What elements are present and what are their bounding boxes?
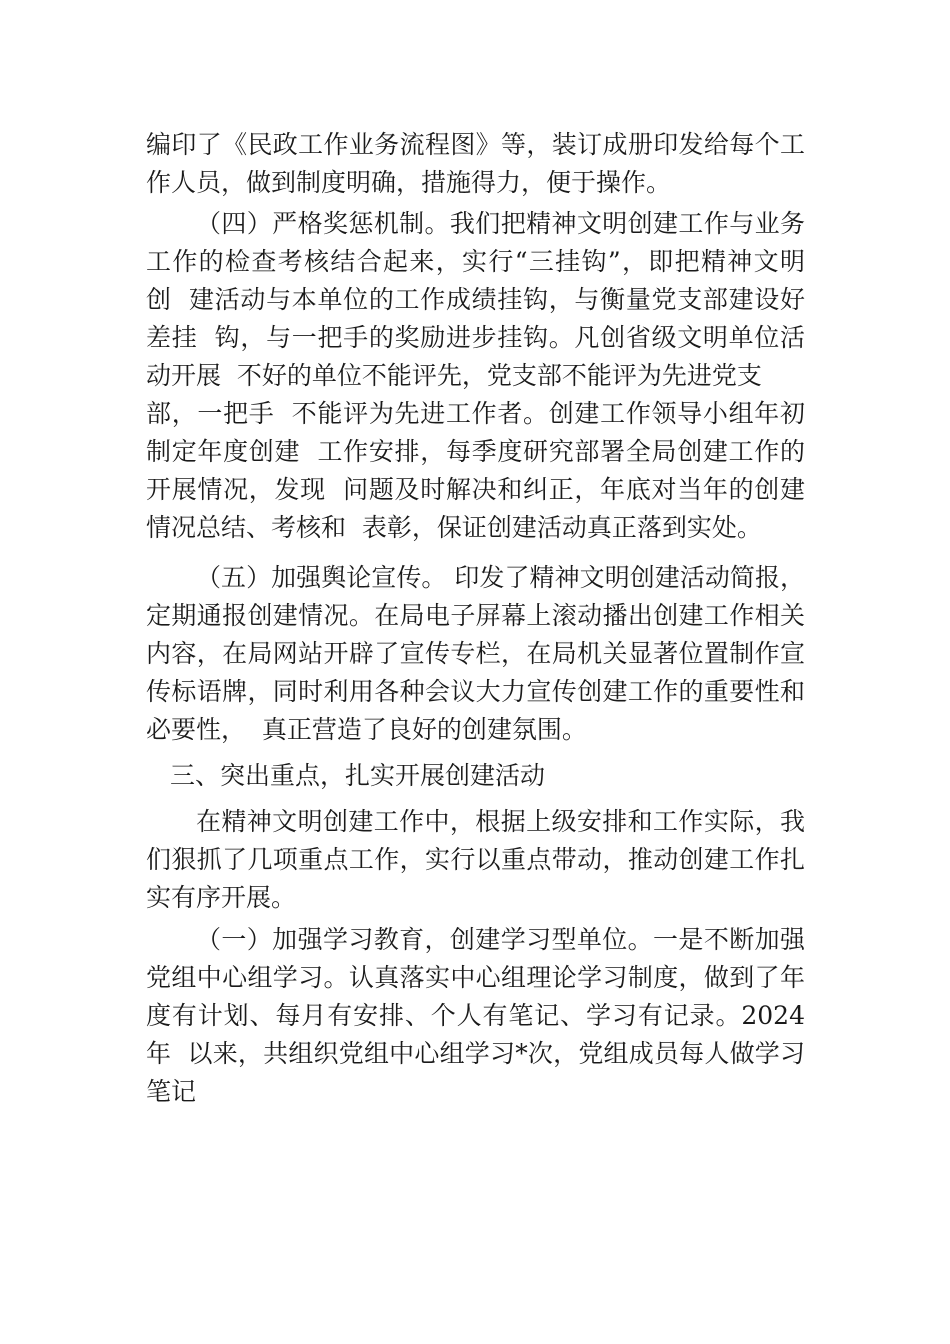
section-heading-3: 三、突出重点，扎实开展创建活动: [170, 761, 546, 790]
text-line: 创 建活动与本单位的工作成绩挂钩，与衡量党支部建设好: [146, 285, 805, 314]
text-line: 传标语牌，同时利用各种会议大力宣传创建工作的重要性和: [146, 677, 805, 706]
text-line: 部，一把手 不能评为先进工作者。创建工作领导小组年初: [146, 399, 805, 428]
paragraph-heading-4: （四）严格奖惩机制。我们把精神文明创建工作与业务: [196, 209, 805, 238]
text-line: 编印了《民政工作业务流程图》等，装订成册印发给每个工: [146, 130, 805, 159]
text-line: 们狠抓了几项重点工作，实行以重点带动，推动创建工作扎: [146, 845, 805, 874]
text-line: 笔记: [146, 1077, 197, 1106]
text-line: 度有计划、每月有安排、个人有笔记、学习有记录。2024: [146, 1001, 805, 1030]
text-line: 定期通报创建情况。在局电子屏幕上滚动播出创建工作相关: [146, 601, 805, 630]
paragraph-heading-5: （五）加强舆论宣传。 印发了精神文明创建活动简报，: [196, 563, 805, 592]
text-line: 差挂 钩，与一把手的奖励进步挂钩。凡创省级文明单位活: [146, 323, 805, 352]
text-line: 工作的检查考核结合起来，实行“三挂钩”，即把精神文明: [146, 247, 805, 276]
text-line: 必要性， 真正营造了良好的创建氛围。: [146, 715, 587, 744]
text-line: 年 以来，共组织党组中心组学习*次，党组成员每人做学习: [146, 1039, 805, 1068]
text-line: 在精神文明创建工作中，根据上级安排和工作实际，我: [196, 807, 805, 836]
text-line: 制定年度创建 工作安排，每季度研究部署全局创建工作的: [146, 437, 805, 466]
text-line: 党组中心组学习。认真落实中心组理论学习制度，做到了年: [146, 963, 805, 992]
text-line: 情况总结、考核和 表彰，保证创建活动真正落到实处。: [146, 513, 762, 542]
text-line: 实有序开展。: [146, 883, 297, 912]
paragraph-heading-1: （一）加强学习教育，创建学习型单位。一是不断加强: [196, 925, 805, 954]
text-line: 作人员，做到制度明确，措施得力，便于操作。: [146, 168, 672, 197]
text-line: 内容，在局网站开辟了宣传专栏，在局机关显著位置制作宣: [146, 639, 805, 668]
text-line: 开展情况，发现 问题及时解决和纠正，年底对当年的创建: [146, 475, 805, 504]
text-line: 动开展 不好的单位不能评先，党支部不能评为先进党支: [146, 361, 762, 390]
